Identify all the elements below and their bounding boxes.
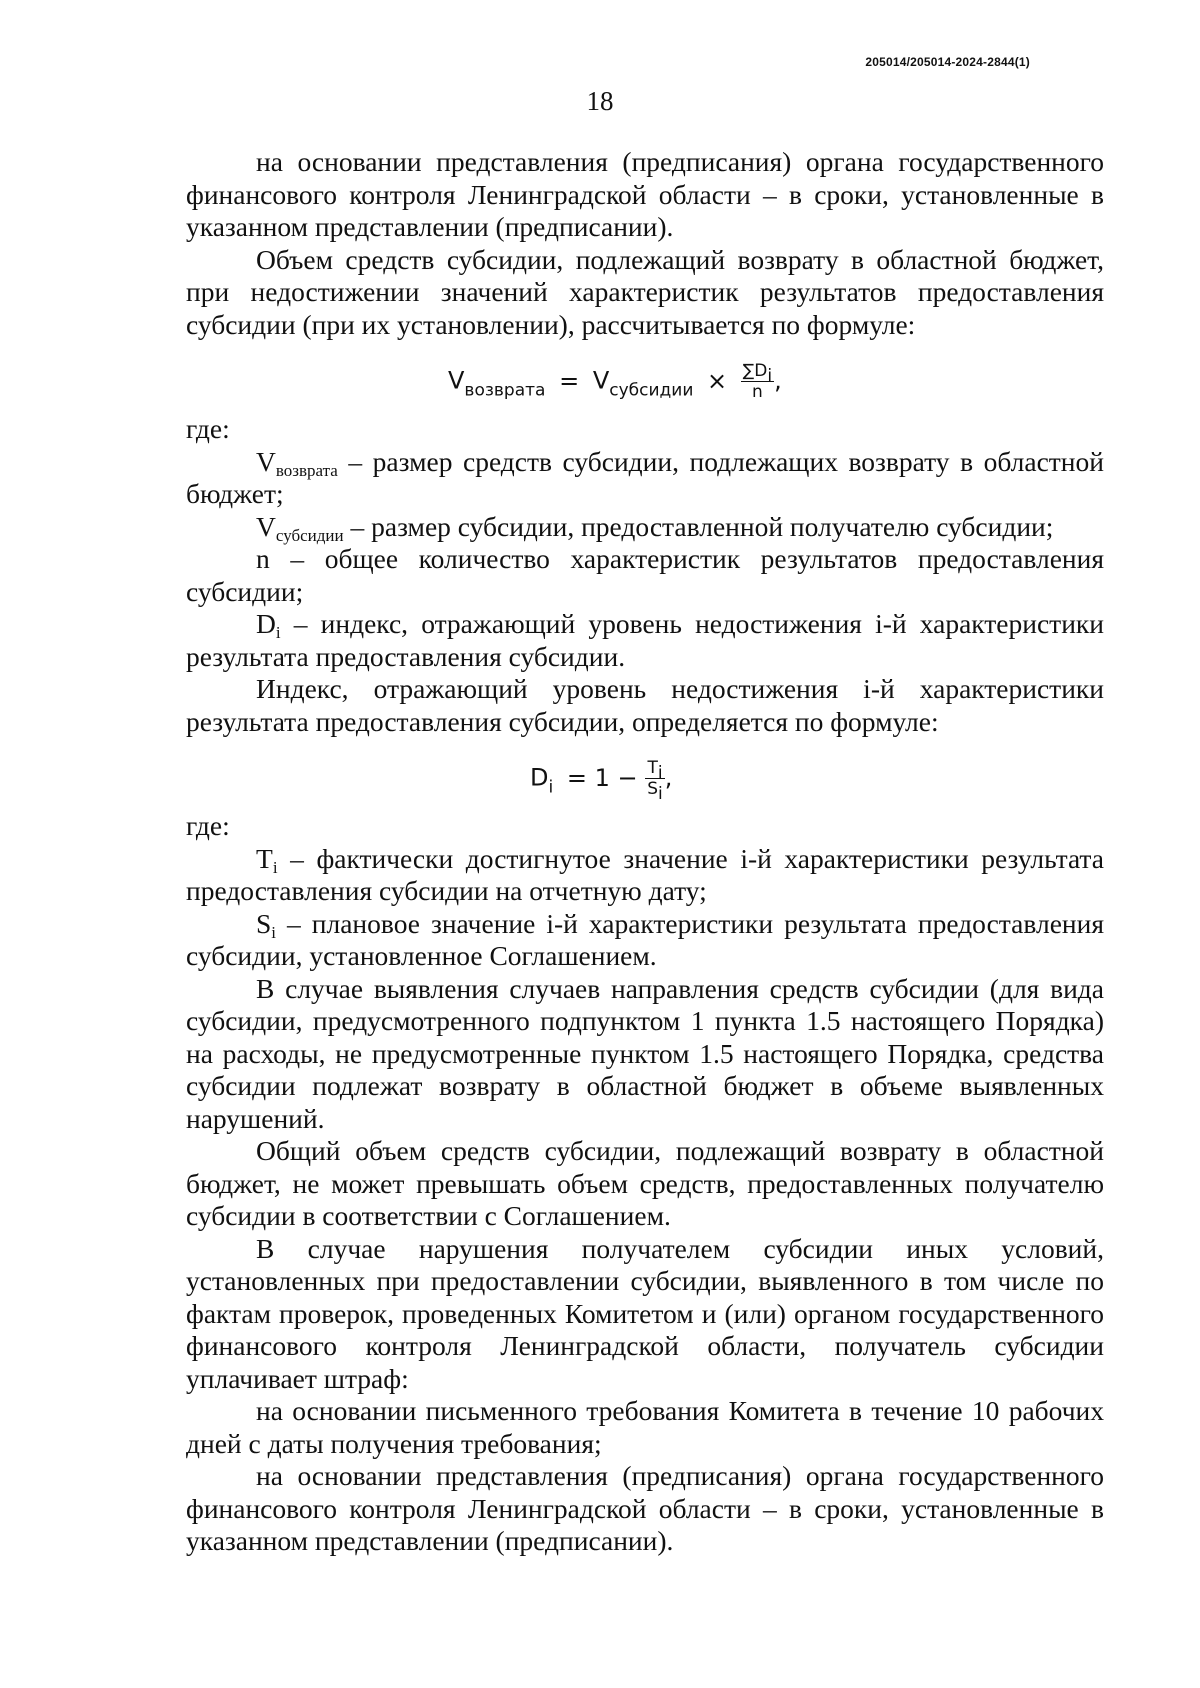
definition-v-subsidy (186, 511, 1104, 544)
document-id: 205014/205014-2024-2844(1) (865, 55, 1030, 69)
formula-d-symbol: D (530, 763, 549, 792)
def-subscript: i (275, 623, 281, 642)
formula-v-symbol: V (448, 366, 465, 395)
paragraph-3: Индекс, отражающий уровень недостижения i-й характеристики результата предоставления субсидии, определяется по формуле: (186, 673, 1104, 737)
paragraph-1: на основании представления (предписания) органа государственного финансового контроля Ленинградской области – в сроки, установленные в указанном представлении (предписании). (186, 146, 1104, 242)
formula-times: × (707, 366, 728, 395)
def-subscript: i (271, 922, 277, 942)
def-text: – фактически достигнутое значение i-й характеристики результата предоставления субсидии на отчетную дату; (186, 842, 1104, 906)
paragraph-5: Общий объем средств субсидии, подлежащий возврату в областной бюджет, не может превышать объем средств, предоставленных получателю субсидии в соответствии с Соглашением. (186, 1135, 1104, 1231)
formula-refund-volume (186, 347, 1104, 413)
paragraph-6: В случае нарушения получателем субсидии иных условий, установленных при предоставлении субсидии, выявленного в том числе по фактам проверок, проведенных Комитетом и (или) органом государственного финансового контроля Ленинградской области, получатель субсидии уплачивает штраф: (186, 1232, 1104, 1394)
def-text: – индекс, отражающий уровень недостижения i-й характеристики результата предоставления субсидии. (186, 608, 1104, 672)
formula-v-symbol-2: V (592, 366, 610, 395)
def-text: – плановое значение i-й характеристики результата предоставления субсидии, установленное Соглашением. (186, 907, 1104, 971)
fraction-numerator: T (647, 758, 658, 778)
def-text: – размер субсидии, предоставленной получателю субсидии; (343, 510, 1054, 542)
definition-n: n – общее количество характеристик результатов предоставления субсидии; (186, 543, 1104, 607)
fraction-denominator: S (647, 779, 659, 799)
def-symbol: V (256, 445, 276, 477)
formula-index (186, 744, 1104, 810)
def-symbol: S (256, 907, 272, 939)
def-symbol: T (256, 842, 273, 874)
formula-fraction (741, 361, 774, 402)
formula-comma: , (664, 763, 673, 792)
paragraph-7: на основании письменного требования Комитета в течение 10 рабочих дней с даты получения требования; (186, 1395, 1104, 1459)
formula-d-sub: i (548, 777, 554, 798)
definition-s (186, 908, 1104, 973)
def-text: – размер средств субсидии, подлежащих возврату в областной бюджет; (186, 445, 1104, 509)
paragraph-2: Объем средств субсидии, подлежащий возврату в областной бюджет, при недостижении значений характеристик результатов предоставления субсидии (при их установлении), рассчитывается по формуле: (186, 243, 1104, 340)
def-symbol: D (256, 608, 276, 639)
document-body (186, 146, 1104, 1558)
fraction-numerator-sub: i (657, 763, 663, 783)
formula-sub-refund: возврата (464, 380, 546, 401)
formula-comma: , (774, 366, 782, 395)
formula-fraction-2 (645, 758, 665, 804)
page-number: 18 (586, 86, 614, 116)
definition-v-refund (186, 446, 1104, 511)
formula-equals: = (559, 366, 580, 395)
where-label-1: где: (186, 413, 230, 444)
def-subscript: i (272, 857, 278, 877)
where-label-2: где: (186, 810, 230, 841)
definition-d (186, 608, 1104, 673)
definition-t (186, 843, 1104, 908)
fraction-denominator-sub: i (658, 784, 663, 804)
def-subscript: субсидии (275, 525, 344, 545)
formula-rhs: = 1 − (566, 763, 638, 792)
paragraph-4: В случае выявления случаев направления средств субсидии (для вида субсидии, предусмотренного подпунктом 1 пункта 1.5 настоящего Порядка) на расходы, не предусмотренные пунктом 1.5 настоящего Порядка, средства субсидии подлежат возврату в областной бюджет в объеме выявленных нарушений. (186, 972, 1104, 1134)
def-symbol: V (256, 510, 276, 542)
fraction-numerator: ∑D (742, 361, 768, 381)
formula-sub-subsidy: субсидии (609, 380, 694, 401)
paragraph-8: на основании представления (предписания) органа государственного финансового контроля Ленинградской области – в сроки, установленные в указанном представлении (предписании). (186, 1460, 1104, 1556)
def-subscript: возврата (275, 460, 338, 480)
fraction-numerator-sub: i (767, 366, 773, 386)
fraction-denominator: n (752, 382, 763, 402)
